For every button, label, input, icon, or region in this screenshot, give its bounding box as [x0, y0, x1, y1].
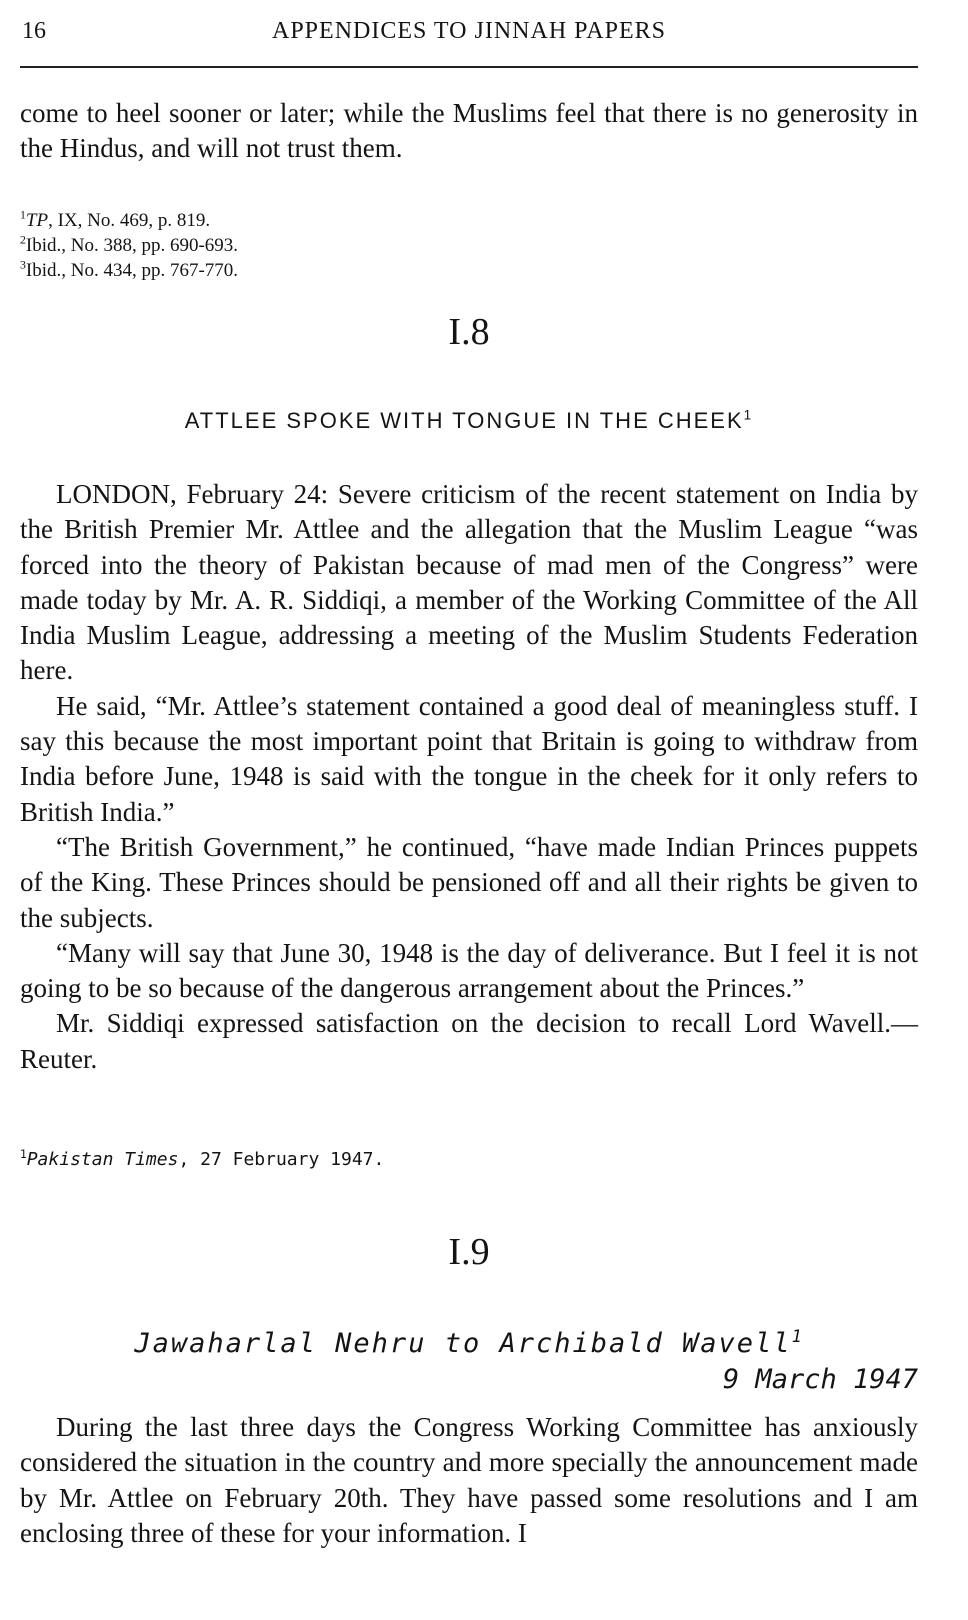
footnote-i8: $^1$Pakistan Times, 27 February 1947.	[20, 1148, 385, 1170]
section-number-i9: I.9	[448, 1231, 490, 1273]
section-title-i8: ATTLEE SPOKE WITH TONGUE IN THE CHEEK$^1$	[184, 407, 754, 433]
header-rule	[20, 66, 918, 68]
body-paragraph: LONDON, February 24: Severe criticism of the recent statement on India by the British Premier Mr. Attlee and the allegation that the Muslim League “was forced into the theory of Pakistan because of mad men of the Congress” were made today by Mr. A. R. Siddiqi, a member of the Working Committee of the All India Muslim League, addressing a meeting of the Muslim Students Federation here.	[20, 479, 918, 686]
section-number-i8: I.8	[448, 311, 490, 353]
running-title: APPENDICES TO JINNAH PAPERS	[272, 18, 666, 44]
footnotes-top	[20, 208, 918, 283]
section-i9-body	[20, 1410, 918, 1551]
body-paragraph: During the last three days the Congress Working Committee has anxiously considered the situation in the country and more specially the announcement made by Mr. Attlee on February 20th. They have passed some resolutions and I am enclosing three of these for your information. I	[20, 1412, 918, 1548]
continuation-text	[20, 96, 918, 167]
body-paragraph: “The British Government,” he continued, “have made Indian Princes puppets of the King. These Princes should be pensioned off and all their rights be given to the subjects.	[20, 831, 918, 933]
body-paragraph: Mr. Siddiqi expressed satisfaction on the decision to recall Lord Wavell.—Reuter.	[20, 1008, 918, 1074]
body-paragraph: “Many will say that June 30, 1948 is the day of deliverance. But I feel it is not going to be so because of the dangerous arrangement about the Princes.”	[20, 937, 918, 1004]
letter-date: 9 March 1947	[722, 1364, 918, 1395]
footnote: $^2$Ibid., No. 388, pp. 690-693.	[20, 233, 239, 256]
page-number: 16	[22, 18, 46, 44]
body-paragraph: He said, “Mr. Attlee’s statement contained a good deal of meaningless stuff. I say this because the most important point that Britain is going to withdraw from India before June, 1948 is said with the tongue in the cheek for it only refers to British India.”	[20, 690, 918, 827]
section-i8-body	[20, 477, 918, 1077]
footnote: $^3$Ibid., No. 434, pp. 767-770.	[20, 258, 239, 281]
footnote: $^1$TP, IX, No. 469, p. 819.	[20, 208, 211, 231]
running-header	[22, 18, 918, 54]
letter-title-i9: Jawaharlal Nehru to Archibald Wavell$^1$	[134, 1326, 804, 1359]
continuation-paragraph: come to heel sooner or later; while the Muslims feel that there is no generosity in the Hindus, and will not trust them.	[20, 98, 918, 164]
